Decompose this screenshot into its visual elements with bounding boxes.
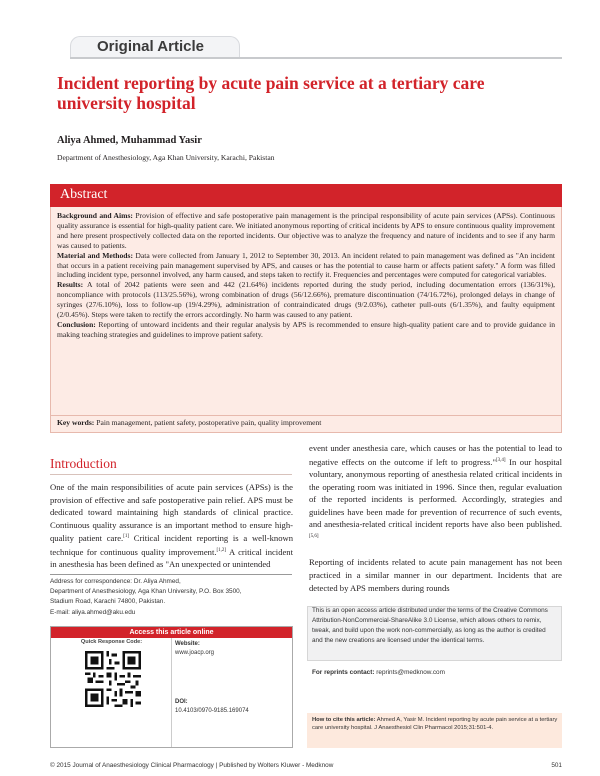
section-label: Original Article [97, 38, 204, 55]
access-online-box [50, 626, 293, 748]
keywords-text: Pain management, patient safety, postoperative pain, quality improvement [96, 418, 322, 427]
qr-code-icon[interactable] [85, 651, 141, 707]
abstract-heading: Abstract [50, 184, 562, 207]
reprints-label: For reprints contact: [312, 669, 375, 676]
section-rule [70, 57, 562, 59]
abstract-background [57, 211, 555, 251]
author-affiliation: Department of Anesthesiology, Aga Khan University, Karachi, Pakistan [57, 153, 275, 162]
access-heading: Access this article online [51, 627, 292, 638]
background-label: Background and Aims: [57, 211, 133, 220]
cite-text: How to cite this article: Ahmed A, Yasir M. Incident reporting by acute pain service at a tertiary care university hospital. J Anaesthesiol Clin Pharmacol 2015;31:501-4. [312, 717, 558, 732]
introduction-heading: Introduction [50, 456, 117, 471]
qr-label: Quick Response Code: [80, 639, 143, 645]
reprints-email[interactable]: reprints@medknow.com [374, 669, 445, 676]
keywords [57, 418, 555, 427]
background-text: Provision of effective and safe postoperative pain management is the principal responsibility of acute pain services (APSs). Continuous quality assurance is essential for high-quality patient care. We initiated anonymous reporting of critical incidents by APS to ensure continuous quality improvement and here present prospectively collected data on the reported incidents. Our objective was to analyze the frequency and nature of incidents and to see if any harm was caused to patients. [57, 211, 555, 250]
reprints-contact [312, 669, 445, 676]
ref-5-6: [5,6] [309, 534, 319, 540]
access-details [175, 640, 291, 716]
ref-1: [1] [123, 534, 130, 540]
correspondence-email[interactable]: E-mail: aliya.ahmed@aku.edu [50, 608, 136, 616]
abstract-text [57, 211, 555, 340]
intro-column-2 [309, 442, 562, 606]
methods-text: Data were collected from January 1, 2012 to September 30, 2013. An incident related to pain management was defined as "An incident that occurs in a patient receiving pain management supervised by APS, and causes or has the potential to cause harm or affects patient safety." A form was filled including incident type, personnel involved, any harm caused, and steps taken to rectify it. Frequencies and percentages were computed for categorical variables. [57, 250, 555, 280]
cite-label: How to cite this article: [312, 717, 376, 723]
abstract-results [57, 280, 555, 320]
section-tab [70, 36, 240, 58]
keywords-label: Key words: [57, 418, 95, 427]
page-footer [50, 762, 562, 769]
correspondence-rule [50, 574, 292, 575]
footer-text: © 2015 Journal of Anaesthesiology Clinical Pharmacology | Published by Wolters Kluwer - Medknow [50, 762, 334, 769]
keywords-rule [50, 415, 562, 416]
intro-paragraph: Reporting of incidents related to acute pain management has not been practiced in a similar manner in our department. Incidents that are detected by APS members during rounds [309, 557, 562, 593]
abstract-methods [57, 251, 555, 281]
ref-3-4: [3,4] [495, 457, 506, 463]
correspondence-address: Address for correspondence: Dr. Aliya Ahmed, Department of Anesthesiology, Aga Khan University, P.O. Box 3500, Stadium Road, Karachi 74800, Pakistan. E-mail: aliya.ahmed@aku.edu [50, 577, 293, 618]
intro-paragraph: event under anesthesia care, which causes or has the potential to lead to negative effects on the outcome if left to progress."[3,4] In our hospital voluntary, anonymous reporting of anesthesia related critical incidents in the operating room was initiated in 1996. Since then, regular evaluation of the reported incidents is performed. Accordingly, strategies and guidelines have been made for prevention of recurrence of such events, and anesthesia-related critical incident reports have also been published.[5,6] [309, 443, 562, 540]
abstract-conclusion [57, 320, 555, 340]
page-number: 501 [551, 762, 562, 769]
open-access-notice: This is an open access article distributed under the terms of the Creative Commons Attribution-NonCommercial-ShareAlike 3.0 License, which allows others to remix, tweak, and build upon the work non-commercially, as long as the author is credited and the new creations are licensed under the identical terms. [312, 607, 548, 645]
doi-label: DOI: [175, 699, 188, 705]
article-authors: Aliya Ahmed, Muhammad Yasir [57, 135, 202, 146]
introduction-rule [50, 474, 292, 475]
intro-column-1: One of the main responsibilities of acute pain services (APSs) is the provision of effective and safe postoperative pain relief. APS must be dedicated toward maintaining high standards of clinical practice. Continuous quality assurance is an important method to ensure high-quality patient care.[1] Critical incident reporting is a well-known technique for continuous quality improvement.[1,2] A critical incident in anesthesia has been defined as "An unexpected or unintended [50, 482, 293, 570]
results-label: Results: [57, 280, 84, 290]
website-label: Website: [175, 641, 200, 647]
website-link[interactable]: www.joacp.org [175, 650, 215, 656]
conclusion-text: Reporting of untoward incidents and their regular analysis by APS is recommended to ensure high-quality patient care and to provide guidance in making teaching strategies and guidelines to improve patient safety. [57, 319, 555, 339]
conclusion-label: Conclusion: [57, 319, 96, 329]
methods-label: Material and Methods: [57, 250, 133, 260]
correspondence-label: Address for correspondence: [50, 578, 133, 585]
article-title: Incident reporting by acute pain service at a tertiary care university hospital [57, 73, 485, 113]
ref-1-2: [1,2] [216, 547, 227, 553]
doi-link[interactable]: 10.4103/0970-9185.169074 [175, 708, 249, 714]
results-text: A total of 2042 patients were seen and 442 (21.64%) incidents reported during the study period, including documentation errors (136/31%), noncompliance with protocols (113/25.56%), wrong combination of drugs (56/12.66%), premature discontinuation (74/16.72%), prolonged delays in change of syringes (27/6.10%), loss to follow-up (19/4.29%), administration of contraindicated drugs (9/2.03%), catheter pull-outs (6/1.35%), and faulty equipment (2/0.45%). Steps were taken to rectify the errors accordingly. No harm was caused to any patient. [57, 280, 556, 320]
